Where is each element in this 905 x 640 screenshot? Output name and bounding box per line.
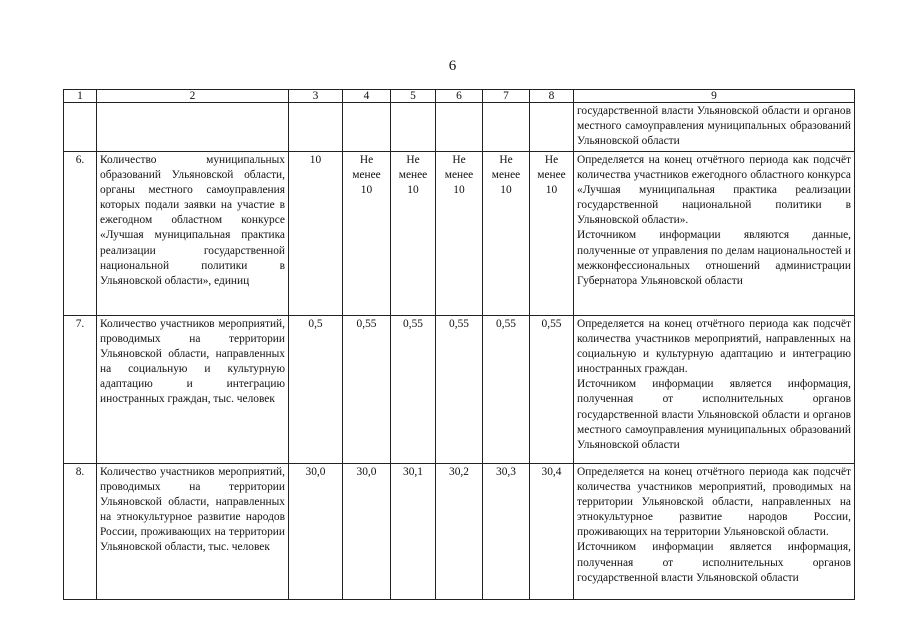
cell-value: 10	[289, 152, 343, 316]
cell-value: 0,55	[483, 316, 530, 464]
cell-value: 30,2	[436, 464, 483, 600]
header-cell: 6	[436, 90, 483, 103]
cell-value: 30,4	[530, 464, 574, 600]
cell-indicator	[97, 103, 289, 152]
table-row	[64, 152, 855, 316]
cell-value: Не менее 10	[530, 152, 574, 316]
cell-value: Не менее 10	[483, 152, 530, 316]
page-number: 6	[448, 58, 457, 74]
cell-method	[574, 152, 855, 316]
method-definition: Определяется на конец отчётного периода как подсчёт количества участников мероприятий, направленных на социальную и культурную адаптацию и интеграцию иностранных граждан.	[577, 318, 851, 376]
indicators-table	[63, 89, 855, 600]
table-row	[64, 464, 855, 600]
header-cell: 4	[343, 90, 391, 103]
cell-indicator: Количество участников мероприятий, проводимых на территории Ульяновской области, направленных на социальную и культурную адаптацию и интеграцию иностранных граждан, тыс. человек	[97, 316, 289, 464]
method-definition: Определяется на конец отчётного периода как подсчёт количества участников мероприятий, проводимых на территории Ульяновской области, направленных на этнокультурное развитие народов России, проживающих на территории Ульяновской области.	[577, 466, 851, 539]
cell-value: 30,1	[391, 464, 436, 600]
header-cell: 7	[483, 90, 530, 103]
cell-value: 0,55	[530, 316, 574, 464]
header-cell: 2	[97, 90, 289, 103]
table-row-continuation	[64, 103, 855, 152]
cell-num: 6.	[64, 152, 97, 316]
header-cell: 5	[391, 90, 436, 103]
cell-value: 0,55	[436, 316, 483, 464]
header-cell: 1	[64, 90, 97, 103]
cell-method	[574, 316, 855, 464]
header-cell: 9	[574, 90, 855, 103]
cell-indicator: Количество участников мероприятий, проводимых на территории Ульяновской области, направленных на этнокультурное развитие народов России, проживающих на территории Ульяновской области, тыс. человек	[97, 464, 289, 600]
cell-value: 30,0	[289, 464, 343, 600]
cell-value: Не менее 10	[436, 152, 483, 316]
table-row	[64, 316, 855, 464]
cell-value: 0,5	[289, 316, 343, 464]
cell-num	[64, 103, 97, 152]
cell-value: 30,0	[343, 464, 391, 600]
header-cell: 3	[289, 90, 343, 103]
method-source: Источником информации является информация, полученная от исполнительных органов государственной власти Ульяновской области и органов местного самоуправления муниципальных образований Ульяновской области	[577, 378, 851, 451]
header-cell: 8	[530, 90, 574, 103]
cell-value: 0,55	[343, 316, 391, 464]
cell-method: государственной власти Ульяновской области и органов местного самоуправления муниципальных образований Ульяновской области	[574, 103, 855, 152]
cell-num: 7.	[64, 316, 97, 464]
cell-value: Не менее 10	[343, 152, 391, 316]
cell-value: 0,55	[391, 316, 436, 464]
method-definition: Определяется на конец отчётного периода как подсчёт количества участников ежегодного областного конкурса «Лучшая муниципальная практика реализации государственной национальной политики в Ульяновской области».	[577, 154, 851, 227]
header-row	[64, 90, 855, 103]
cell-indicator: Количество муниципальных образований Ульяновской области, органы местного самоуправления которых подали заявки на участие в ежегодном областном конкурсе «Лучшая муниципальная практика реализации государственной национальной политики в Ульяновской области», единиц	[97, 152, 289, 316]
cell-value: 30,3	[483, 464, 530, 600]
method-source: Источником информации являются данные, полученные от управления по делам национальностей и межконфессиональных отношений администрации Губернатора Ульяновской области	[577, 229, 851, 287]
cell-num: 8.	[64, 464, 97, 600]
cell-value: Не менее 10	[391, 152, 436, 316]
method-source: Источником информации является информация, полученная от исполнительных органов государственной власти Ульяновской области	[577, 541, 851, 584]
cell-method	[574, 464, 855, 600]
